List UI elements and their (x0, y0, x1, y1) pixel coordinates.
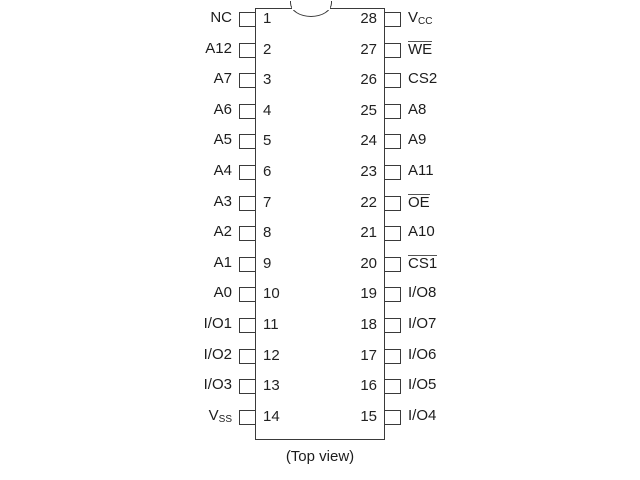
pin-5 (239, 134, 255, 149)
pin-number-16: 16 (360, 377, 377, 395)
pin-number-13: 13 (263, 377, 280, 395)
pin-label-1: NC (210, 9, 232, 26)
pin-10 (239, 287, 255, 302)
pin-label-3: A7 (213, 70, 232, 88)
pin-number-3: 3 (263, 71, 272, 89)
pin-number-7: 7 (263, 193, 272, 211)
pin-number-24: 24 (360, 132, 377, 150)
pin-number-27: 27 (360, 40, 377, 58)
pin-label-8: A2 (213, 223, 232, 241)
pin-26 (385, 73, 401, 88)
pin-15 (385, 410, 401, 425)
pin-24 (385, 134, 401, 149)
pin-label-26: CS2 (408, 70, 438, 88)
diagram-caption: (Top view) (285, 448, 355, 465)
pin-13 (239, 379, 255, 394)
pin-number-22: 22 (360, 193, 377, 211)
pin-16 (385, 379, 401, 394)
pin-14 (239, 410, 255, 425)
pin-21 (385, 226, 401, 241)
pin-number-6: 6 (263, 163, 272, 180)
pin-number-25: 25 (360, 101, 377, 119)
pin-22 (385, 196, 401, 211)
pin-label-23: A11 (408, 162, 434, 179)
pin-number-17: 17 (360, 346, 377, 364)
pin-number-11: 11 (263, 316, 279, 333)
pin-18 (385, 318, 401, 333)
pin-23 (385, 165, 401, 180)
pin-label-15: I/O4 (408, 406, 437, 424)
pin-label-2: A12 (205, 39, 232, 57)
pin-number-15: 15 (360, 407, 377, 425)
pin-number-19: 19 (360, 285, 377, 303)
pin-label-10: A0 (213, 284, 232, 302)
pin-number-26: 26 (360, 71, 377, 89)
pin-3 (239, 73, 255, 88)
pin-label-12: I/O2 (203, 345, 232, 363)
pin-19 (385, 287, 401, 302)
pin-number-28: 28 (360, 10, 377, 27)
pin-label-14: $V_{SS}$ (208, 406, 232, 425)
pin-label-21: A10 (408, 223, 435, 241)
pin-17 (385, 349, 401, 364)
notch-mask (292, 4, 330, 10)
pin-number-4: 4 (263, 101, 272, 119)
pin-8 (239, 226, 255, 241)
pin-number-10: 10 (263, 285, 280, 303)
pin-number-2: 2 (263, 40, 272, 58)
pin-number-14: 14 (263, 407, 280, 425)
pin-label-25: A8 (408, 100, 427, 118)
pin-number-23: 23 (360, 163, 377, 180)
pin-label-16: I/O5 (408, 376, 437, 394)
pin-20 (385, 257, 401, 272)
pin-number-18: 18 (360, 316, 377, 333)
pin-label-6: A4 (213, 162, 232, 179)
pin-28 (385, 12, 401, 27)
pin-9 (239, 257, 255, 272)
pin-label-20: CS1 (408, 254, 438, 272)
pin-1 (239, 12, 255, 27)
pin-label-19: I/O8 (408, 284, 437, 302)
pin-2 (239, 43, 255, 58)
pin-number-5: 5 (263, 132, 272, 150)
pin-number-1: 1 (263, 10, 272, 27)
pin-27 (385, 43, 401, 58)
pin-label-24: A9 (408, 131, 427, 149)
pin-label-5: A5 (213, 131, 232, 149)
pin-12 (239, 349, 255, 364)
pin-label-22: OE (408, 193, 430, 211)
pin-11 (239, 318, 255, 333)
pin-number-20: 20 (360, 254, 377, 272)
pin-label-13: I/O3 (203, 376, 232, 394)
pin-label-17: I/O6 (408, 345, 437, 363)
pin-label-4: A6 (213, 100, 232, 118)
pin-label-11: I/O1 (203, 315, 232, 332)
pin-label-7: A3 (213, 192, 232, 210)
pin-7 (239, 196, 255, 211)
pin-number-12: 12 (263, 346, 280, 364)
pin-number-8: 8 (263, 224, 272, 242)
pin-label-27: WE (408, 40, 433, 58)
pin-6 (239, 165, 255, 180)
pin-label-9: A1 (213, 253, 232, 271)
pin-number-9: 9 (263, 254, 272, 272)
pin-label-28: $V_{CC}$ (408, 9, 433, 27)
pin-label-18: I/O7 (408, 315, 437, 332)
pin-25 (385, 104, 401, 119)
pin-number-21: 21 (360, 224, 377, 242)
pin-4 (239, 104, 255, 119)
